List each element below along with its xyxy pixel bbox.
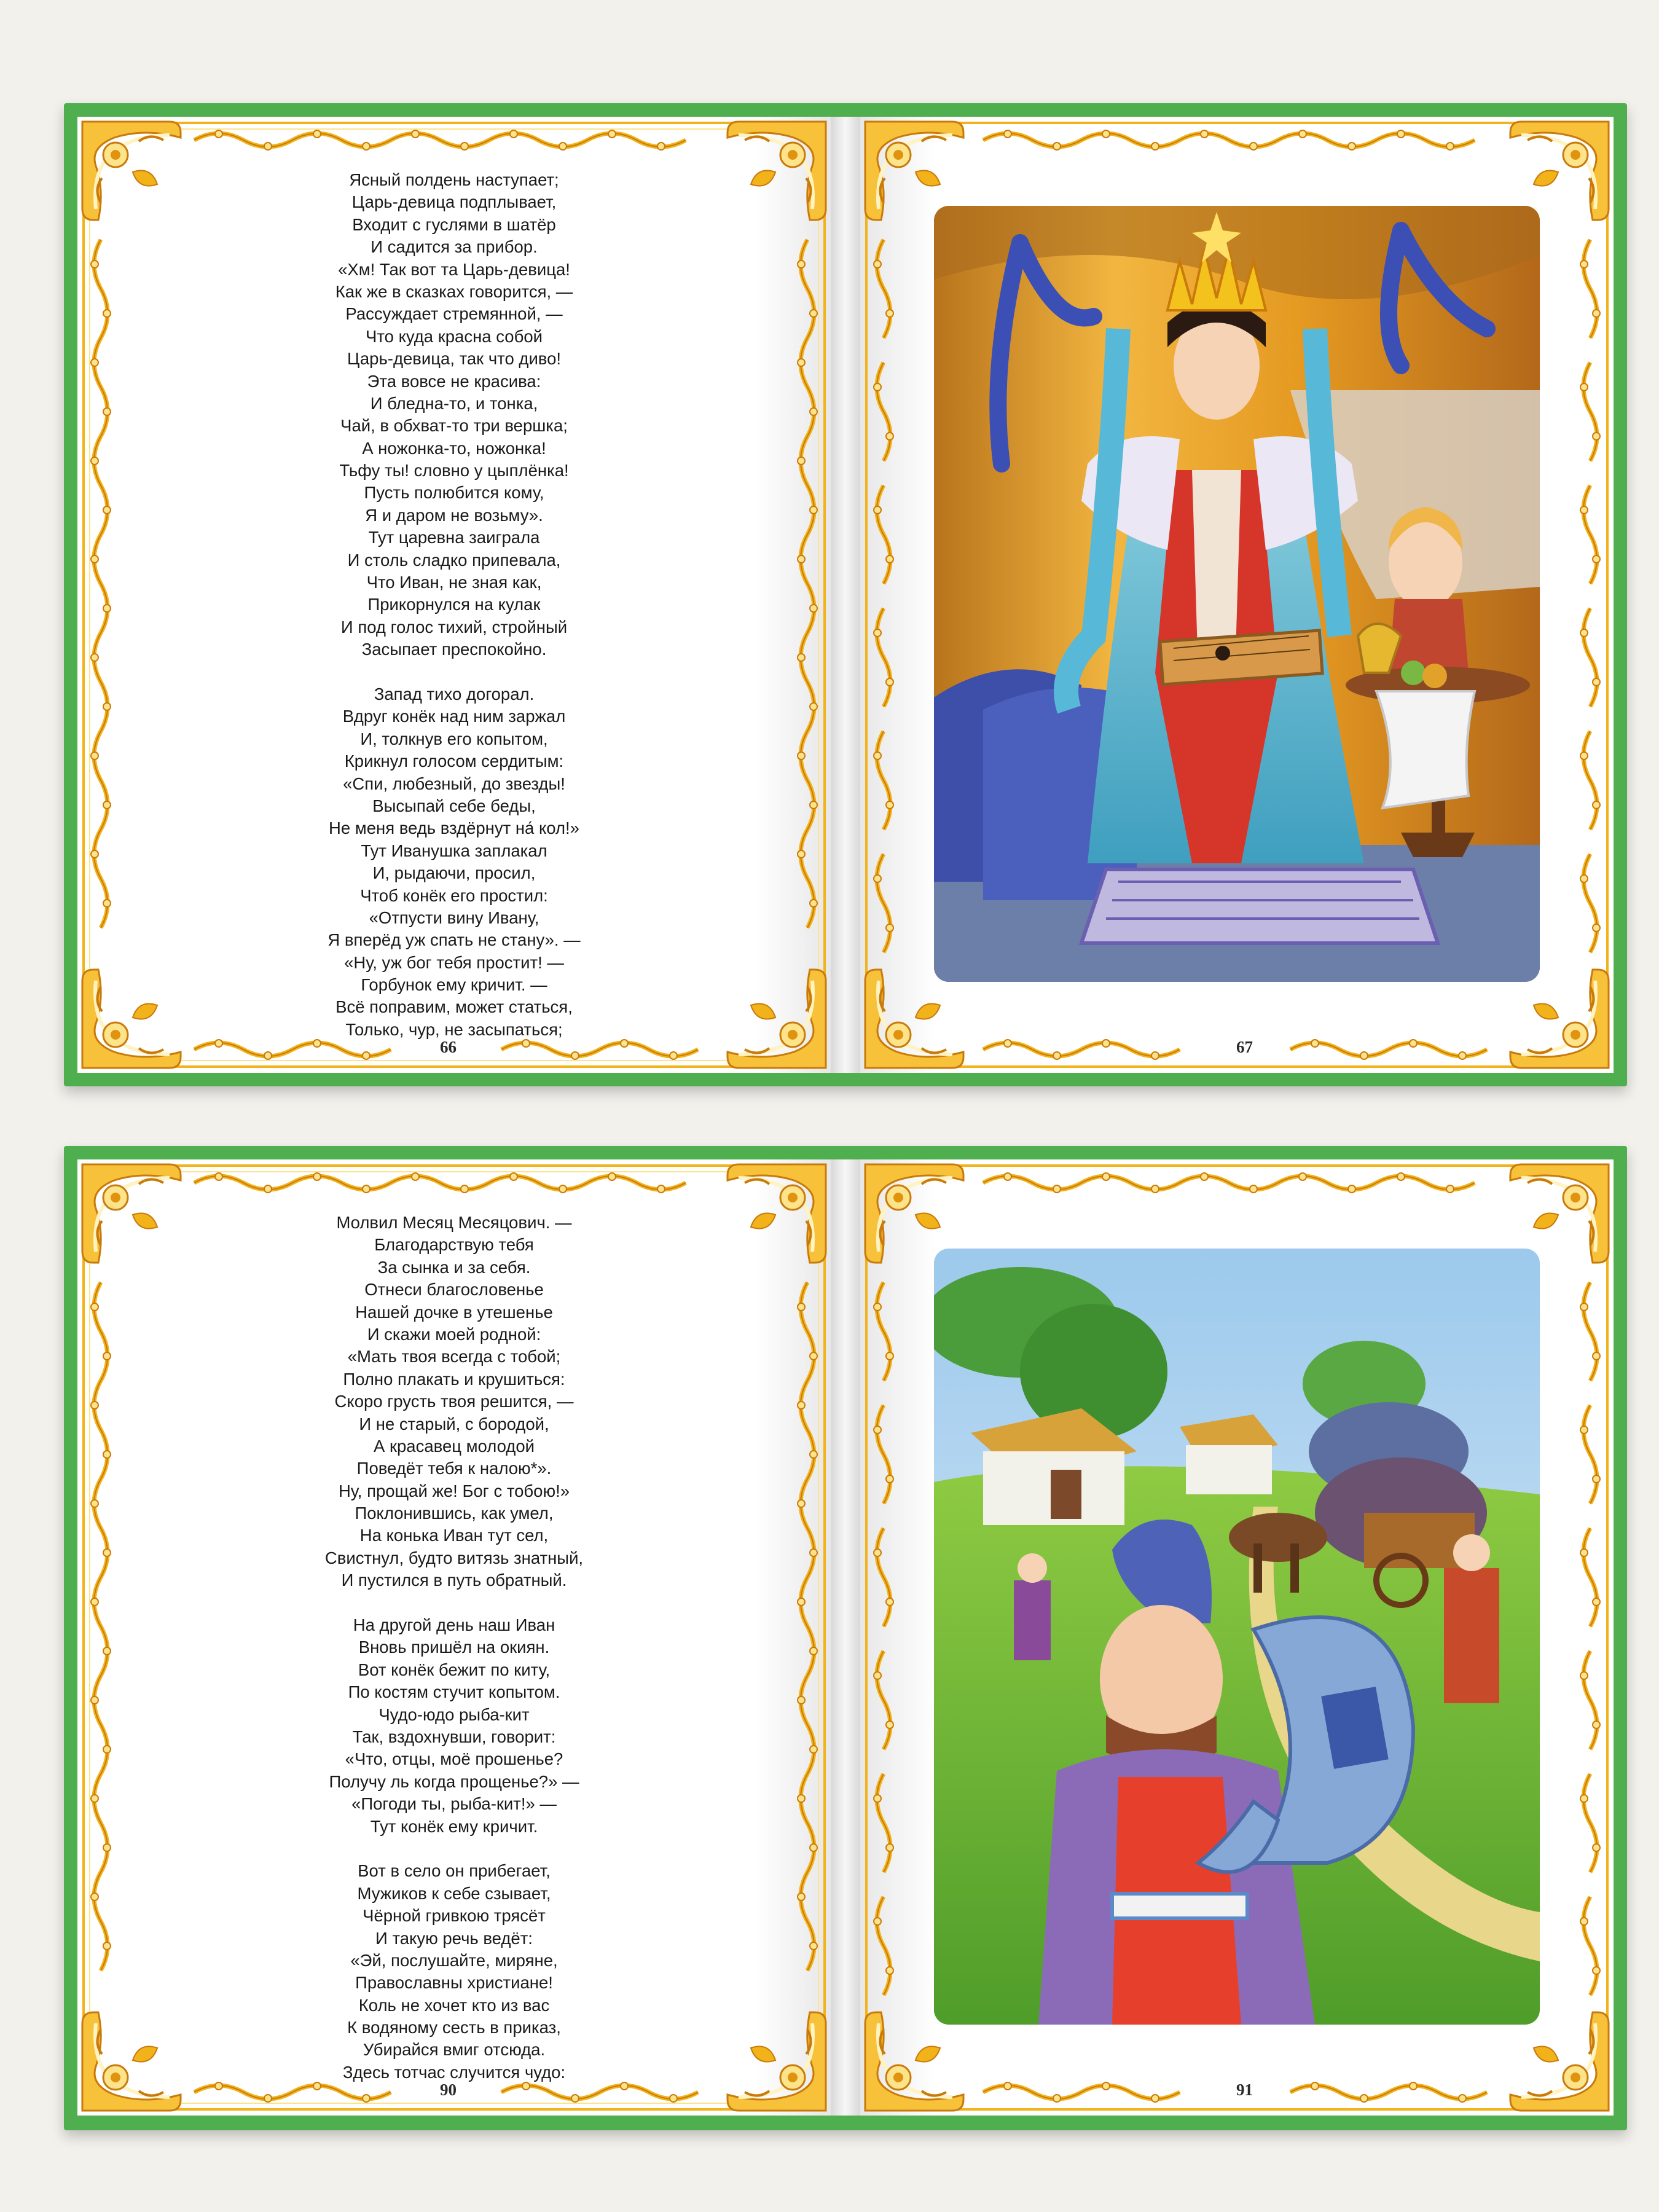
frame-left-border — [91, 240, 111, 928]
poem-line: Крикнул голосом сердитым: — [344, 751, 564, 771]
page-66 — [77, 117, 831, 1073]
poem-line: К водяному сесть в приказ, — [347, 2018, 561, 2037]
frame-top-border — [194, 130, 686, 150]
poem-line: И бледна-то, и тонка, — [370, 393, 538, 413]
poem-line: Православны христиане! — [355, 1973, 553, 1993]
poem-line: На конька Иван тут сел, — [359, 1526, 549, 1545]
poem-line: Поклонившись, как умел, — [355, 1504, 554, 1523]
poem-line: Нашей дочке в утешенье — [355, 1302, 553, 1322]
poem-line: Пусть полюбится кому, — [364, 483, 544, 503]
poem-line: По костям стучит копытом. — [348, 1682, 560, 1702]
poem-line: И под голос тихий, стройный — [340, 617, 568, 637]
poem-line: Эта вовсе не красива: — [367, 371, 541, 391]
poem-line: Скоро грусть твоя решится, — — [334, 1392, 574, 1411]
poem-line: «Мать твоя всегда с тобой; — [347, 1347, 561, 1367]
page-number: 66 — [440, 1038, 457, 1056]
poem-line: Молвил Месяц Месяцович. — — [336, 1213, 572, 1232]
poem-line: «Отпусти вину Ивану, — [369, 908, 539, 927]
page-number: 91 — [1236, 2081, 1253, 2099]
poem-line: Что Иван, не зная как, — [366, 573, 542, 592]
poem-line: Прикорнулся на кулак — [367, 595, 541, 614]
poem-line: И, толкнув его копытом, — [360, 729, 548, 748]
page-number: 67 — [1236, 1038, 1253, 1056]
poem-line: Я вперёд уж спать не стану». — — [327, 930, 581, 950]
poem-line: И скажи моей родной: — [367, 1324, 541, 1344]
poem-line: Что куда красна собой — [366, 326, 543, 346]
tsar-maiden-with-gusli-illustration — [934, 206, 1540, 982]
poem-line: Рассуждает стремянной, — — [345, 304, 563, 324]
poem-line: Благодарствую тебя — [374, 1235, 534, 1255]
poem-line: Полно плакать и крушиться: — [343, 1369, 565, 1389]
poem-line: И не старый, с бородой, — [359, 1414, 549, 1433]
poem-line: За сынка и за себя. — [377, 1257, 531, 1277]
poem-line: Как же в сказках говорится, — — [335, 281, 573, 301]
poem-line: «Спи, любезный, до звезды! — [343, 774, 565, 793]
poem-text — [147, 169, 761, 1041]
page-67 — [860, 117, 1614, 1073]
poem-line: Высыпай себе беды, — [372, 796, 536, 815]
poem-text — [147, 1212, 761, 2084]
poem-line: Царь-девица, так что диво! — [347, 349, 562, 369]
poem-line: Тут царевна заиграла — [368, 528, 540, 547]
poem-line: Вот конёк бежит по киту, — [358, 1660, 551, 1679]
poem-line: Чёрной гривкою трясёт — [363, 1906, 546, 1926]
poem-line: Чтоб конёк его простил: — [360, 885, 548, 905]
poem-line: «Погоди ты, рыба-кит!» — — [351, 1794, 557, 1814]
poem-line: На другой день наш Иван — [353, 1615, 555, 1635]
stanza-gap — [147, 1592, 761, 1614]
poem-line: «Эй, послушайте, миряне, — [350, 1950, 558, 1970]
poem-line: Здесь тотчас случится чудо: — [342, 2062, 566, 2082]
book-spine — [831, 117, 860, 1073]
poem-line: «Хм! Так вот та Царь-девица! — [338, 259, 570, 279]
poem-line: Отнеси благословенье — [364, 1280, 544, 1300]
poem-line: Тут Иванушка заплакал — [361, 841, 547, 860]
page-91 — [860, 1159, 1614, 2116]
poem-line: Вот в село он прибегает, — [358, 1861, 551, 1881]
poem-line: Царь-девица подплывает, — [351, 192, 557, 212]
poem-line: Мужиков к себе сзывает, — [357, 1883, 551, 1903]
poem-line: Горбунок ему кричит. — — [361, 975, 547, 995]
poem-line: Получу ль когда прощенье?» — — [329, 1771, 579, 1791]
page-90 — [77, 1159, 831, 2116]
page-number: 90 — [440, 2081, 457, 2099]
poem-line: Убирайся вмиг отсюда. — [363, 2040, 546, 2060]
poem-line: Вдруг конёк над ним заржал — [342, 707, 566, 726]
poem-line: А ножонка-то, ножонка! — [362, 438, 546, 458]
poem-line: Чудо-юдо рыба-кит — [378, 1704, 530, 1724]
poem-line: Вновь пришёл на окиян. — [358, 1637, 550, 1657]
poem-line: Входит с гуслями в шатёр — [352, 214, 556, 234]
poem-line: И садится за прибор. — [371, 237, 538, 257]
poem-line: Только, чур, не засыпаться; — [345, 1019, 563, 1039]
stanza-gap — [147, 1838, 761, 1860]
poem-line: «Ну, уж бог тебя простит! — — [344, 952, 564, 972]
poem-line: Ясный полдень наступает; — [349, 170, 559, 189]
poem-line: Запад тихо догорал. — [374, 684, 535, 704]
frame-right-border — [798, 240, 817, 928]
poem-line: Всё поправим, может статься, — [335, 997, 573, 1017]
poem-line: Засыпает преспокойно. — [361, 640, 547, 659]
poem-line: Чай, в обхват-то три вершка; — [340, 416, 568, 436]
ivan-village-illustration — [934, 1249, 1540, 2025]
poem-line: «Что, отцы, моё прошенье? — [345, 1749, 563, 1769]
poem-line: Я и даром не возьму». — [365, 505, 543, 525]
poem-line: Не меня ведь вздёрнут на́ кол!» — [329, 818, 579, 838]
poem-line: А красавец молодой — [374, 1436, 535, 1456]
poem-line: Поведёт тебя к налою*». — [356, 1459, 552, 1478]
poem-line: И такую речь ведёт: — [375, 1928, 533, 1948]
poem-line: Коль не хочет кто из вас — [358, 1995, 550, 2015]
poem-line: Ну, прощай же! Бог с тобою!» — [338, 1481, 570, 1500]
poem-line: Тьфу ты! словно у цыплёнка! — [339, 461, 569, 480]
book-spine — [831, 1159, 860, 2116]
book-spread-top — [64, 103, 1627, 1086]
poem-line: И, рыдаючи, просил, — [372, 863, 536, 883]
poem-line: Так, вздохнувши, говорит: — [352, 1727, 556, 1746]
poem-line: Тут конёк ему кричит. — [370, 1816, 538, 1836]
poem-line: И столь сладко припевала, — [347, 550, 561, 570]
stanza-gap — [147, 661, 761, 683]
poem-line: Свистнул, будто витязь знатный, — [324, 1548, 584, 1567]
poem-line: И пустился в путь обратный. — [341, 1571, 567, 1590]
book-spread-bottom — [64, 1146, 1627, 2130]
